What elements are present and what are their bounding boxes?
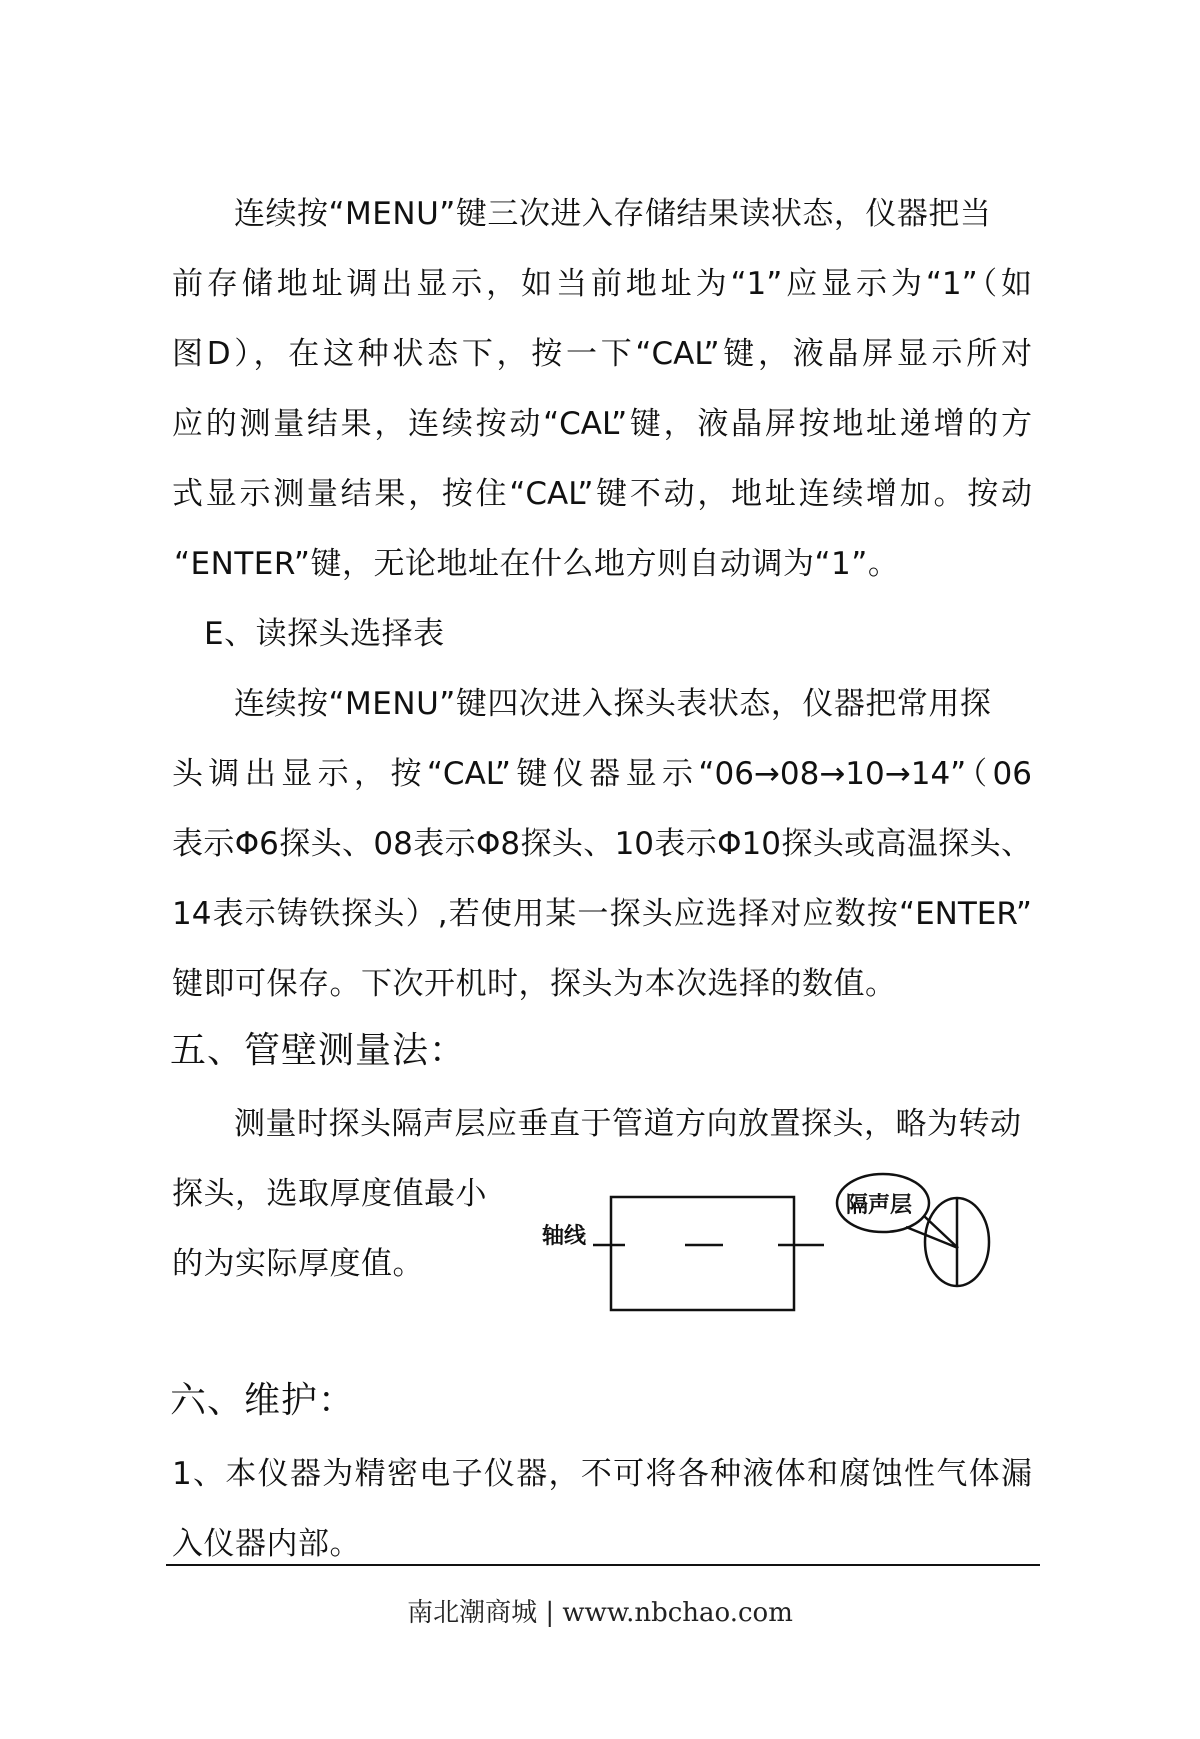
layer-callout-pointer (906, 1216, 958, 1248)
pipe-rectangle (611, 1197, 794, 1310)
paragraph-3-line-2: 探头，选取厚度值最小 (172, 1176, 487, 1212)
paragraph-4-line-1: 1、本仪器为精密电子仪器，不可将各种液体和腐蚀性气体漏 (172, 1456, 1032, 1492)
paragraph-1-line-1: 连续按“MENU”键三次进入存储结果读状态，仪器把当 (234, 196, 992, 232)
heading-pipe-wall-measurement: 五、管壁测量法： (170, 1030, 467, 1071)
layer-label: 隔声层 (846, 1193, 913, 1218)
paragraph-2-line-5: 键即可保存。下次开机时，探头为本次选择的数值。 (172, 966, 897, 1002)
section-e-title: E、读探头选择表 (204, 616, 445, 652)
pipe-probe-diagram (530, 1150, 1000, 1340)
paragraph-1-line-2: 前存储地址调出显示，如当前地址为“1”应显示为“1”（如 (172, 266, 1032, 302)
paragraph-1-line-6: “ENTER”键，无论地址在什么地方则自动调为“1”。 (174, 546, 900, 582)
paragraph-3-line-3: 的为实际厚度值。 (172, 1246, 424, 1282)
axis-label: 轴线 (542, 1224, 587, 1249)
paragraph-4-line-2: 入仪器内部。 (172, 1526, 361, 1562)
paragraph-2-line-3: 表示Φ6探头、08表示Φ8探头、10表示Φ10探头或高温探头、 (172, 826, 1032, 862)
paragraph-1-line-3: 图D），在这种状态下，按一下“CAL”键，液晶屏显示所对 (172, 336, 1032, 372)
footer-divider (166, 1564, 1040, 1566)
paragraph-2-line-1: 连续按“MENU”键四次进入探头表状态，仪器把常用探 (234, 686, 992, 722)
paragraph-1-line-5: 式显示测量结果，按住“CAL”键不动，地址连续增加。按动 (172, 476, 1032, 512)
paragraph-3-line-1: 测量时探头隔声层应垂直于管道方向放置探头，略为转动 (234, 1106, 1022, 1142)
footer-text: 南北潮商城 | www.nbchao.com (407, 1598, 793, 1628)
paragraph-2-line-2: 头调出显示，按“CAL”键仪器显示“06→08→10→14”（06 (172, 756, 1032, 792)
paragraph-1-line-4: 应的测量结果，连续按动“CAL”键，液晶屏按地址递增的方 (172, 406, 1032, 442)
heading-maintenance: 六、维护： (170, 1380, 356, 1421)
paragraph-2-line-4: 14表示铸铁探头）,若使用某一探头应选择对应数按“ENTER” (172, 896, 1032, 932)
